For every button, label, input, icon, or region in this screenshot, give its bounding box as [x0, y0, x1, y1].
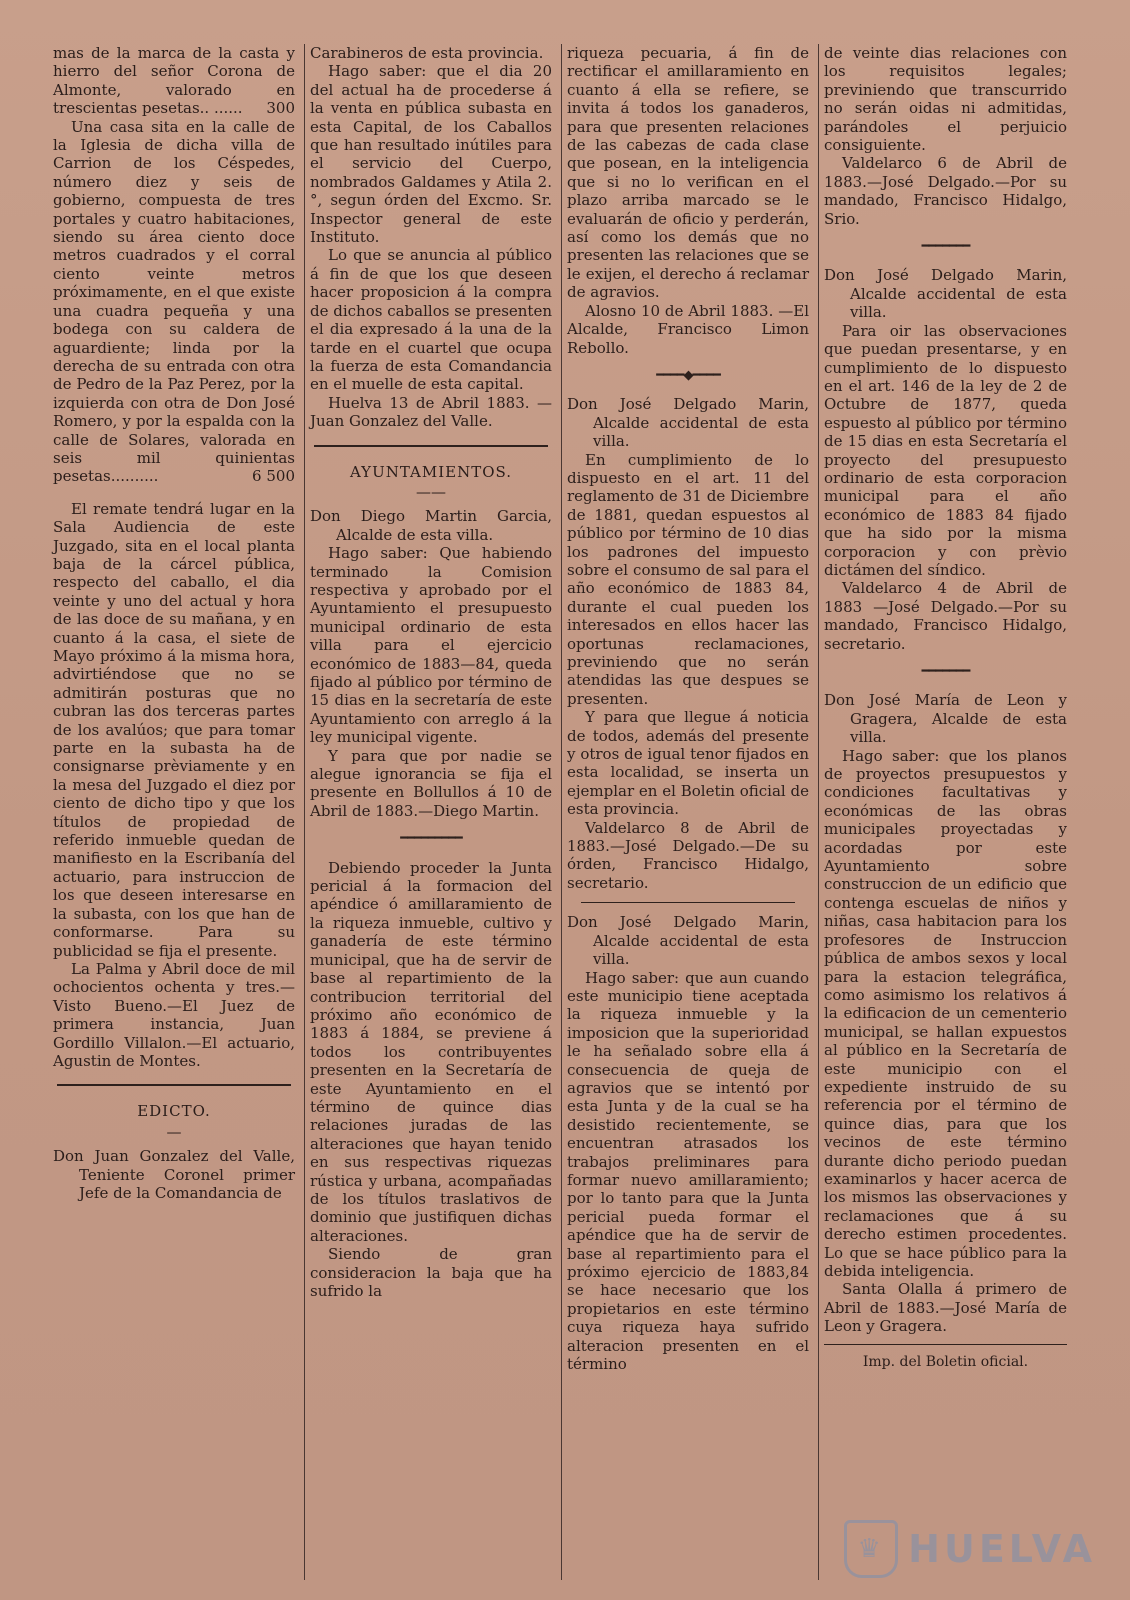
ornament-divider: ━━━━━━━	[921, 239, 970, 255]
watermark-text: HUELVA	[908, 1527, 1096, 1571]
ornament-divider: ━━━━━━━━━	[400, 831, 462, 847]
shield-icon: ♛	[844, 1520, 898, 1578]
notice-signature: Valdelarco 4 de Abril de 1883 —José Delgado.—Por su mandado, Francisco Hidalgo, secretario.	[824, 579, 1067, 653]
auction-item-house: Una casa sita en la calle de la Iglesia de dicha villa de Carrion de los Céspedes, número diez y seis de gobierno, compuesta de tres portales y cuatro habitaciones, siendo su área ciento doce metros cuadrados y el corral ciento veinte metros próximamente, en el que existe una cuadra pequeña y una bodega con su caldera de aguardiente; linda por la derecha de su entrada con otra de Pedro de la Paz Perez, por la izquierda con otra de Don José Romero, y por la espalda con la calle de Solares, valorada en seis mil quinientas pesetas.......... 6 500	[53, 117, 295, 486]
notice-signature: Alosno 10 de Abril 1883. —El Alcalde, Francisco Limon Rebollo.	[567, 301, 809, 357]
section-divider	[824, 1344, 1067, 1345]
notice-body: Y para que por nadie se alegue ignorancia se fija el presente en Bollullos á 10 de Abril de 1883.—Diego Martin.	[310, 746, 552, 820]
column-2	[305, 44, 562, 1580]
notice-header: Don José Delgado Marin, Alcalde accidental de esta villa.	[824, 266, 1067, 322]
column-4	[819, 44, 1076, 1580]
section-divider	[581, 902, 795, 903]
notice-body: Debiendo proceder la Junta pericial á la formacion del apéndice ó amillaramiento de la riqueza inmueble, cultivo y ganadería de este término municipal, que ha de servir de base al repartimiento de la contribucion territorial del próximo año económico de 1883 á 1884, se previene á todos los contribuyentes presenten en la Secretaría de este Ayuntamiento en el término de quince dias relaciones juradas de las alteraciones que hayan tenido en sus respectivas riquezas rústica y urbana, acompañadas de los títulos traslativos de dominio que justifiquen dichas alteraciones.	[310, 858, 552, 1245]
notice-body: Para oir las observaciones que puedan presentarse, y en cumplimiento de lo dispuesto en el art. 146 de la ley de 2 de Octubre de 1877, queda espuesto al público por término de 15 dias en esta Secretaría el proyecto del presupuesto ordinario de esta corporacion municipal para el año económico de 1883 84 fijado que ha sido por la misma corporacion y con prèvio dictámen del síndico.	[824, 321, 1067, 579]
heading-dash: —	[166, 1122, 182, 1141]
section-divider	[57, 1084, 291, 1086]
notice-header: Don José María de Leon y Gragera, Alcalde de esta villa.	[824, 691, 1067, 747]
notice-body: Hago saber: que aun cuando este municipio tiene aceptada la riqueza inmueble y la imposicion que la superioridad le ha señalado sobre ella á consecuencia de queja de agravios que se intentó por esta Junta y de la cual se ha desistido recientemente, se encuentran atrasados los trabajos preliminares para formar nuevo amillaramiento; por lo tanto para que la Junta pericial pueda formar el apéndice que ha de servir de base al repartimiento para el próximo ejercicio de 1883,84 se hace necesario que los propietarios en este término cuya riqueza haya sufrido alteracion presenten en el término	[567, 968, 809, 1374]
item-value: 300	[266, 99, 295, 118]
auction-signature: La Palma y Abril doce de mil ochocientos ochenta y tres.—Visto Bueno.—El Juez de primera instancia, Juan Gordillo Villalon.—El actuario, Agustin de Montes.	[53, 959, 295, 1070]
notice-signature: Valdelarco 8 de Abril de 1883.—José Delgado.—De su órden, Francisco Hidalgo, secretario.	[567, 818, 809, 892]
notice-body-continued: de veinte dias relaciones con los requisitos legales; previniendo que transcurrido no serán oidas ni admitidas, parándoles el perjuicio consiguiente.	[824, 44, 1067, 155]
notice-body: Hago saber: Que habiendo terminado la Comision respectiva y aprobado por el Ayuntamiento el presupuesto municipal ordinario de esta villa para el ejercicio económico de 1883—84, queda fijado al público por término de 15 dias en la secretaría de este Ayuntamiento con arreglo á la ley municipal vigente.	[310, 544, 552, 747]
notice-body: Hago saber: que los planos de proyectos presupuestos y condiciones facultativas y económicas de las obras municipales proyectadas y acordadas por este Ayuntamiento sobre construccion de un edificio que contenga escuelas de niños y niñas, casa habitacion para los profesores de Instruccion pública de ambos sexos y local para la estacion telegráfica, como asimismo los relativos á la edificacion de un cementerio municipal, se hallan expuestos al público en la Secretaría de este municipio con el expediente instruido de su referencia por el término de quince dias, para que los vecinos de este término durante dicho periodo puedan examinarlos y hacer acerca de los mismos las observaciones y reclamaciones que á su derecho estimen procedentes. Lo que se hace público para la debida inteligencia.	[824, 746, 1067, 1280]
section-divider	[314, 445, 548, 447]
column-layout	[48, 44, 1104, 1580]
heading-dash: ——	[416, 482, 446, 501]
auction-item-horse: mas de la marca de la casta y hierro del señor Corona de Almonte, valorado en trescientas pesetas.. ...... 300	[53, 44, 295, 118]
ornament-divider: ━━━━━━━	[921, 664, 970, 679]
ornament-divider: ━━━━◆━━━━	[656, 367, 720, 383]
notice-header: Don Diego Martin Garcia, Alcalde de esta villa.	[310, 507, 552, 544]
item-value: 6 500	[252, 467, 295, 486]
notice-header-continued: Carabineros de esta provincia.	[310, 44, 544, 62]
notice-header: Don José Delgado Marin, Alcalde accidental de esta villa.	[567, 395, 809, 451]
notice-body: En cumplimiento de lo dispuesto en el art. 11 del reglamento de 31 de Diciembre de 1881, quedan espuestos al público por término de 10 dias los padrones del impuesto sobre el consumo de sal para el año económico de 1883 84, durante el cual pueden los interesados en ellos hacer las oportunas reclamaciones, previniendo que no serán atendidas las que despues se presenten.	[567, 450, 809, 708]
section-heading-edicto: EDICTO.	[137, 1102, 211, 1121]
notice-body-continued: riqueza pecuaria, á fin de rectificar el amillaramiento en cuanto á ella se refiere, se invita á todos los ganaderos, para que presenten relaciones de las cabezas de cada clase que posean, en la inteligencia que si no lo verifican en el plazo arriba marcado se le evaluarán de oficio y perderán, así como los demás que no presenten las relaciones que se le exijen, el derecho á reclamar de agravios.	[567, 44, 809, 302]
printer-imprint: Imp. del Boletin oficial.	[862, 1353, 1029, 1370]
notice-body: Siendo de gran consideracion la baja que ha sufrido la	[310, 1245, 552, 1300]
notice-header: Don José Delgado Marin, Alcalde accidental de esta villa.	[567, 913, 809, 969]
column-1	[48, 44, 305, 1580]
auction-terms: El remate tendrá lugar en la Sala Audiencia de este Juzgado, sita en el local planta baja de la cárcel pública, respecto del caballo, el dia veinte y uno del actual y hora de las doce de su mañana, y en cuanto á la casa, el siete de Mayo próximo á la misma hora, advirtiéndose que no se admitirán posturas que no cubran las dos terceras partes de los avalúos; que para tomar parte en la subasta ha de consignarse prèviamente y en la mesa del Juzgado el diez por ciento de dicho tipo y que los títulos de propiedad de referido inmueble quedan de manifiesto en la Escribanía del actuario, para instruccion de los que deseen interesarse en la subasta, con los que han de conformarse. Para su publicidad se fija el presente.	[53, 499, 295, 960]
notice-signature: Santa Olalla á primero de Abril de 1883.—José María de Leon y Gragera.	[824, 1280, 1067, 1336]
archive-watermark	[844, 1520, 1096, 1578]
column-3	[562, 44, 819, 1580]
notice-body: Y para que llegue á noticia de todos, además del presente y otros de igual tenor fijados en esta localidad, se inserta un ejemplar en el Boletin oficial de esta provincia.	[567, 708, 809, 819]
notice-body: Hago saber: que el dia 20 del actual ha de procederse á la venta en pública subasta en esta Capital, de los Caballos que han resultado inútiles para el servicio del Cuerpo, nombrados Galdames y Atila 2.°, segun órden del Excmo. Sr. Inspector general de este Instituto.	[310, 62, 552, 247]
notice-body: Lo que se anuncia al público á fin de que los que deseen hacer proposicion á la compra de dichos caballos se presenten el dia expresado á la una de la tarde en el cuartel que ocupa la fuerza de esta Comandancia en el muelle de esta capital.	[310, 246, 552, 394]
section-heading-ayuntamientos: AYUNTAMIENTOS.	[349, 462, 513, 481]
notice-signature: Huelva 13 de Abril 1883. —Juan Gonzalez del Valle.	[310, 393, 552, 431]
notice-header: Don Juan Gonzalez del Valle, Teniente Coronel primer Jefe de la Comandancia de	[53, 1147, 295, 1202]
notice-signature: Valdelarco 6 de Abril de 1883.—José Delgado.—Por su mandado, Francisco Hidalgo, Srio.	[824, 154, 1067, 228]
